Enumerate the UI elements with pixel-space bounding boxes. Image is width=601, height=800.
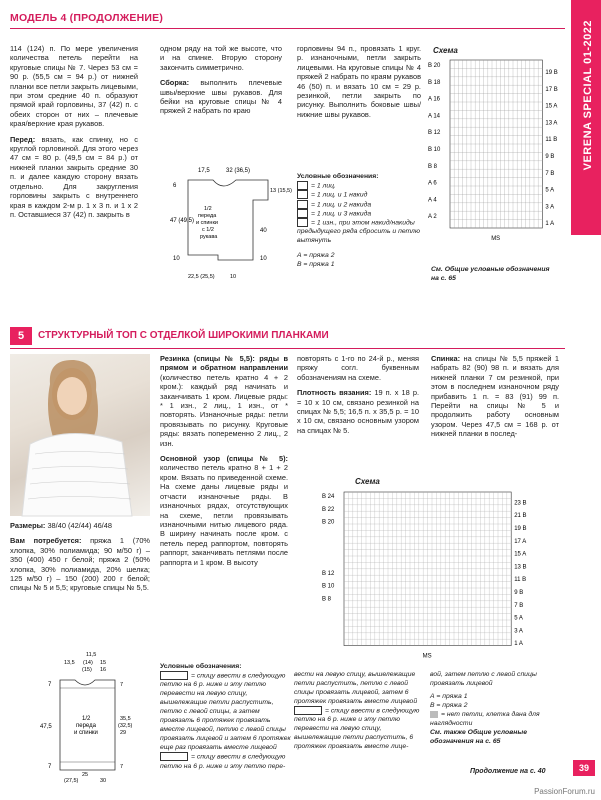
section-header: МОДЕЛЬ 4 (ПРОДОЛЖЕНИЕ) [10, 12, 164, 24]
s5-top-3: (14) [83, 660, 93, 666]
s5-right-2: 35,5 [120, 716, 131, 722]
s5-legend3-item-0: вой, затем петлю с левой спицы провязать лицевой [430, 671, 537, 687]
model4-front-label: Перед: [10, 134, 36, 144]
s5-right-1: 7 [120, 682, 124, 688]
s5-legend3-b: В = пряжа 2 [430, 702, 468, 709]
s5-row-left: B 12 [322, 570, 335, 577]
s5-main: количество петель кратно 8 + 1 + 2 кром. Вязать по приведенной схеме. На схеме даны лицевые ряды и отчасти изнаночные ряды. В изнаночных рядах, отсутствующих на схеме, петли провязывать изнаночными нитью лицевого ряда. В ширину начинать после кром. с петель перед раппортом, повторять раппорт, заканчивать петлями после раппорта и 1 кром. В высоту [160, 463, 288, 567]
m4-row-left: A 4 [428, 197, 437, 204]
s5-row-right: 9 B [514, 590, 524, 596]
s5-back-label: Спинка: [431, 354, 461, 363]
continuation-note: Продолжение на с. 40 [470, 768, 546, 775]
model4-col3 [297, 44, 421, 119]
m4-legend-item-2: = 1 лиц. и 2 накида [297, 200, 425, 209]
s5-top-2: 13,5 [64, 660, 75, 666]
model4-front-text: вязать, как спинку, но с круглой горловиной. Для этого через 47 см = 80 р. (49,5 см = 84 р.) от нижней планки закрыть средние 30 п. и далее каждую сторону вязать отдельно. Для закругления горловины закрыть с внутреннего края в каждом 2-м р. 1 х 3 п. и 1 х 2 п. Оставшиеся 37 (42) п. закрыть в [10, 134, 138, 219]
m4-dim-40: 40 [260, 228, 267, 234]
s5-row-right: 5 A [514, 615, 523, 622]
m4-legend-item-3: = 1 лиц. и 3 накида [297, 209, 425, 218]
s5-need: пряжа 1 (70% хлопка, 30% полиамида; 90 м/50 г) – 350 (400) 450 г белой; пряжа 2 (50% хлопка, 30% полиамида, 20% шелка; 125 м/50 г) – 150 (200) 200 г белой; спицы № 5 и 5,5; круговые спицы № 5,5. [10, 536, 150, 593]
s5-col3 [297, 354, 419, 435]
s5-left-1: 7 [48, 682, 52, 688]
s5-right-4: 29 [120, 730, 127, 736]
m4-dim-top1: 17,5 [198, 168, 210, 174]
s5-col3-a: повторять с 1-го по 24-й р., меняя пряжу согл. буквенным обозначениям на схеме. [297, 354, 419, 382]
s5-bottom-3: 30 [100, 778, 107, 784]
s5-ribbing: (количество петель кратно 4 + 2 кром.): каждый ряд начинать и заканчивать 1 кром. Лицевые ряды: * 1 изн., 2 лиц., 1 изн., от * повторять. Изнаночные ряды: петли провязывать по рисунку. Круговые ряды: вязать попеременно 2 лиц., 2 изн. [160, 372, 288, 448]
s5-legend2-item-1: = спицу ввести в следующую петлю на 6 р. ниже и эту петлю перевести на левую спицу, вышележащие петли распустить, 6 протяжек провязать вместе лице- [294, 707, 420, 751]
model4-legend-note: См. Общие условные обозначения на с. 65 [431, 266, 550, 282]
m4-row-left: B 12 [428, 130, 441, 137]
model4-col1-a: 114 (124) п. По мере увеличения количества петель перейти на круговые спицы № 7. Через 53 см = 90 р. (55,5 см = 94 р.) от нижней планки все петли закрыть лицевыми, при этом средние 40 п. образуют прямой край горловины, 37 (42) п. с обеих сторон от них – плечевые края/верхние края рукавов. [10, 44, 138, 129]
model4-col3-a: горловины 94 п., провязать 1 круг. р. изнаночными, петли закрыть лицевыми. На круговые спицы № 4 пряжей 2 набрать по краям рукавов 46 (50) п. и вязать 10 см = 29 р. резинкой, петли закрыть по рисунку. Выполнить боковые швы/нижние швы рукавов. [297, 44, 421, 119]
s5-legend-title: Условные обозначения: [160, 663, 242, 670]
s5-row-right: 13 B [514, 564, 527, 571]
model4-col2 [160, 44, 282, 116]
site-credit: PassionForum.ru [534, 787, 595, 796]
m4-center-2: переда [198, 213, 217, 219]
m4-row-right: 1 A [545, 221, 555, 228]
brand-label: VERENA SPECIAL 01-2022 [582, 20, 594, 171]
m4-row-right: 13 A [545, 120, 558, 127]
s5-row-right: 15 A [514, 551, 527, 558]
side-band-bar [571, 0, 601, 235]
s5-top-5: (15) [82, 667, 92, 673]
s5-gauge-label: Плотность вязания: [297, 388, 372, 398]
m4-row-left: B 20 [428, 63, 441, 69]
m4-center-4: с 1/2 [202, 227, 214, 233]
s5-row-right: 1 A [514, 641, 523, 648]
s5-row-left: B 8 [322, 596, 332, 603]
m4-dim-10r: 10 [260, 256, 267, 262]
m4-row-right: 19 B [545, 70, 558, 76]
m4-row-right: 9 B [545, 154, 555, 160]
s5-row-right: 19 B [514, 526, 527, 532]
s5-row-right: 7 B [514, 602, 524, 609]
s5-row-left: B 24 [322, 494, 335, 500]
s5-schema-grid [322, 488, 530, 666]
m4-ms-label: MS [491, 236, 501, 242]
s5-top-6: 16 [100, 667, 107, 673]
s5-left-2: 47,5 [40, 724, 52, 730]
m4-row-right: 7 B [545, 170, 555, 177]
m4-row-right: 5 A [545, 187, 555, 194]
s5-legend-item-0: = спицу ввести в следующую петлю на 6 р. ниже и эту петлю перевести на левую спицу, вышележащие петли распустить, петлю с левой спицы, а затем провязать 6 протяжек провязать вместе лицевой, петлю с левой спицы провязать лицевой и затем 6 протяжек еще раз провязать вместе лицевой [160, 672, 291, 752]
m4-center-5: рукава [200, 234, 218, 240]
s5-center-3: и спинки [74, 730, 98, 736]
section5-rule [10, 348, 565, 349]
m4-row-right: 11 B [545, 137, 558, 144]
m4-legend-b: В = пряжа 1 [297, 261, 335, 269]
s5-center-2: переда [76, 723, 96, 729]
s5-col4 [431, 354, 559, 439]
m4-legend-a: А = пряжа 2 [297, 252, 335, 260]
m4-dim-bottom-small: 10 [230, 274, 237, 280]
s5-ribbing-label: Резинка (спицы № 5,5): ряды в прямом и обратном направлении [160, 354, 288, 373]
s5-pattern-diagram [20, 650, 145, 784]
m4-center-1: 1/2 [204, 206, 212, 212]
s5-row-left: B 22 [322, 506, 335, 513]
s5-ms-label: MS [422, 653, 432, 660]
s5-col2 [160, 354, 288, 567]
s5-main-label: Основной узор (спицы № 5): [160, 454, 288, 464]
s5-right-5: 7 [120, 764, 124, 770]
s5-gauge: 19 п. х 18 р. = 10 х 10 см, связано резинкой на спицах № 5,5; 16,5 п. х 35,5 р. = 10 х 10 см, связано основным узором на спицах № 5. [297, 388, 420, 435]
s5-center-1: 1/2 [82, 716, 91, 722]
m4-row-left: A 14 [428, 113, 441, 120]
m4-row-left: B 8 [428, 163, 438, 170]
model4-schema-grid [428, 56, 558, 251]
s5-back: на спицы № 5,5 пряжей 1 набрать 82 (90) 98 п. и вязать для нижней планки 7 см резинкой, при этом в последнем изнаночном ряду прибавить 1 п. = 83 (91) 99 п. Перейти на спицы № 5 и продолжить работу основным узором. Через 47,5 см = 168 р. от нижней планки в послед- [431, 354, 559, 439]
m4-legend-item-4: = 1 изн., при этом накид/накиды предыдущего ряда сбросить и петлю вытянуть [297, 219, 420, 245]
model4-schema-title: Схема [433, 46, 458, 55]
m4-row-right: 15 A [545, 103, 558, 110]
s5-col1 [10, 521, 150, 593]
m4-row-left: B 10 [428, 147, 441, 153]
s5-legend-item-1: = спицу ввести в следующую петлю на 6 р. ниже и эту петлю пере- [160, 753, 286, 770]
s5-sizes-label: Размеры: [10, 521, 46, 530]
section5-number: 5 [10, 327, 32, 345]
model4-assembly-text: выполнить плечевые швы/верхние швы рукавов. Для бейки на круговые спицы № 4 пряжей 2 набрать по краю [160, 78, 282, 116]
s5-row-right: 3 A [514, 628, 523, 635]
m4-legend-item-0: = 1 лиц. [297, 181, 425, 190]
m4-dim-6: 6 [173, 183, 177, 189]
m4-dim-47: 47 (49,5) [170, 218, 195, 224]
m4-row-left: A 6 [428, 180, 437, 187]
m4-dim-10l: 10 [173, 256, 180, 262]
s5-row-right: 11 B [514, 577, 527, 584]
m4-dim-bottom: 22,5 (25,5) [188, 274, 215, 280]
s5-row-left: B 10 [322, 583, 335, 590]
s5-bottom-2: (27,5) [64, 778, 79, 784]
m4-row-left: B 18 [428, 79, 441, 86]
s5-need-label: Вам потребуется: [10, 536, 82, 546]
page-number: 39 [573, 760, 595, 776]
s5-legend-col2 [294, 670, 424, 751]
s5-legend3-a: А = пряжа 1 [430, 693, 468, 700]
s5-legend-col3 [430, 670, 560, 746]
model4-col2-a: одном ряду на той же высоте, что и на спинке. Вторую сторону закончить симметрично. [160, 44, 282, 72]
model4-assembly-label: Сборка: [160, 78, 190, 88]
s5-row-right: 17 A [514, 538, 527, 545]
model4-pattern-diagram [168, 160, 293, 290]
model-photo [10, 354, 150, 516]
header-rule [10, 28, 565, 29]
s5-legend3-note: См. также Общие условные обозначения на с. 65 [430, 729, 527, 745]
section5-title: СТРУКТУРНЫЙ ТОП С ОТДЕЛКОЙ ШИРОКИМИ ПЛАНКАМИ [38, 330, 329, 341]
side-band [569, 0, 601, 800]
s5-top-4: 15 [100, 660, 107, 666]
s5-row-left: B 20 [322, 519, 335, 526]
m4-legend-item-1: = 1 лиц. и 1 накид [297, 190, 425, 199]
s5-left-3: 7 [48, 764, 52, 770]
s5-row-right: 23 B [514, 500, 527, 507]
model4-legend-title: Условные обозначения: [297, 173, 379, 180]
m4-row-right: 17 B [545, 86, 558, 93]
m4-row-left: A 16 [428, 96, 441, 103]
s5-legend2-item-0: вести на левую спицу, вышележащие петли распустить, петлю с левой спицы провязать лицевой, затем 6 протяжек провязать вместе лицевой [294, 671, 418, 705]
m4-dim-top2: 32 (36,5) [226, 168, 251, 174]
s5-legend-col1 [160, 662, 292, 771]
s5-bottom-1: 25 [82, 772, 89, 778]
m4-dim-13: 13 (15,5) [270, 188, 293, 194]
model4-col1 [10, 44, 138, 219]
s5-schema-title: Схема [355, 477, 380, 486]
m4-center-3: и спинки [196, 220, 218, 226]
m4-row-right: 3 A [545, 204, 555, 211]
s5-legend3-empty: = нет петли, клетка дана для наглядности [430, 711, 540, 727]
s5-top-1: 11,5 [86, 652, 97, 658]
model4-legend [297, 172, 425, 269]
m4-row-left: A 2 [428, 214, 437, 221]
s5-sizes: 38/40 (42/44) 46/48 [45, 521, 112, 530]
s5-row-right: 21 B [514, 513, 527, 520]
s5-right-3: (32,5) [118, 723, 133, 729]
